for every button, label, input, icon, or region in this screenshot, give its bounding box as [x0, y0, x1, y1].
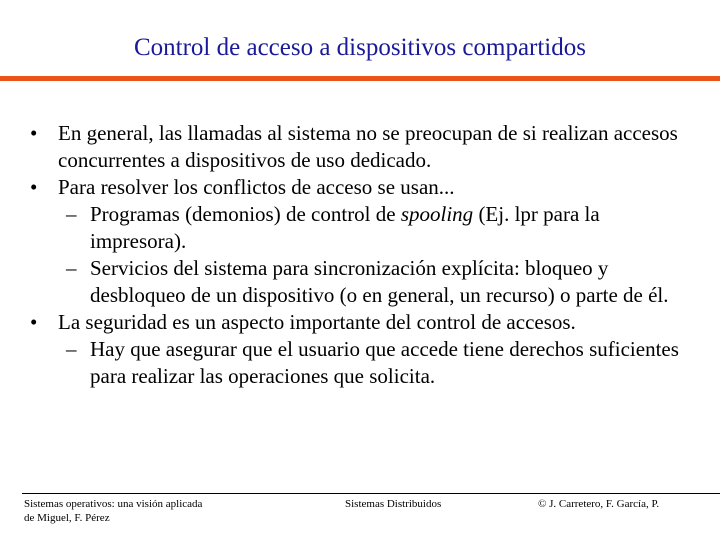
footer-copyright: © J. Carretero, F. García, P. — [538, 498, 660, 510]
sub-bullet-text-start: Programas (demonios) de control de — [90, 202, 401, 226]
footer-book-authors: de Miguel, F. Pérez — [24, 512, 110, 524]
bullet-marker: • — [30, 310, 38, 334]
sub-bullet-item — [0, 255, 720, 309]
slide-title: Control de acceso a dispositivos compartidos — [133, 34, 586, 61]
sub-bullet-text-end: (Ej. lpr para la impresora). — [90, 202, 600, 253]
bullet-marker: • — [30, 175, 38, 199]
bullet-item — [0, 174, 720, 201]
sub-bullet-text: Servicios del sistema para sincronización explícita: bloqueo y desbloqueo de un dispositivo (o en general, un recurso) o parte de él. — [90, 256, 669, 307]
sub-bullet-item — [0, 336, 720, 390]
bullet-item — [0, 120, 720, 174]
dash-marker: – — [66, 202, 77, 226]
footer-course: Sistemas Distribuidos — [345, 498, 442, 510]
spooling-term: spooling — [400, 202, 474, 226]
footer-book-title: Sistemas operativos: una visión aplicada — [24, 498, 203, 510]
dash-marker: – — [66, 337, 77, 361]
bullet-text: En general, las llamadas al sistema no se preocupan de si realizan accesos concurrentes a dispositivos de uso dedicado. — [58, 121, 678, 172]
bullet-item — [0, 309, 720, 336]
sub-bullet-text: Hay que asegurar que el usuario que accede tiene derechos suficientes para realizar las operaciones que solicita. — [90, 337, 679, 388]
bullet-list — [0, 120, 720, 390]
footer-divider — [22, 493, 720, 494]
title-divider — [0, 76, 720, 81]
sub-bullet-item — [0, 201, 720, 255]
bullet-marker: • — [30, 121, 38, 145]
bullet-text: Para resolver los conflictos de acceso se usan... — [58, 175, 455, 199]
dash-marker: – — [66, 256, 77, 280]
footer-book-credit — [24, 497, 202, 525]
bullet-text: La seguridad es un aspecto importante del control de accesos. — [58, 310, 576, 334]
